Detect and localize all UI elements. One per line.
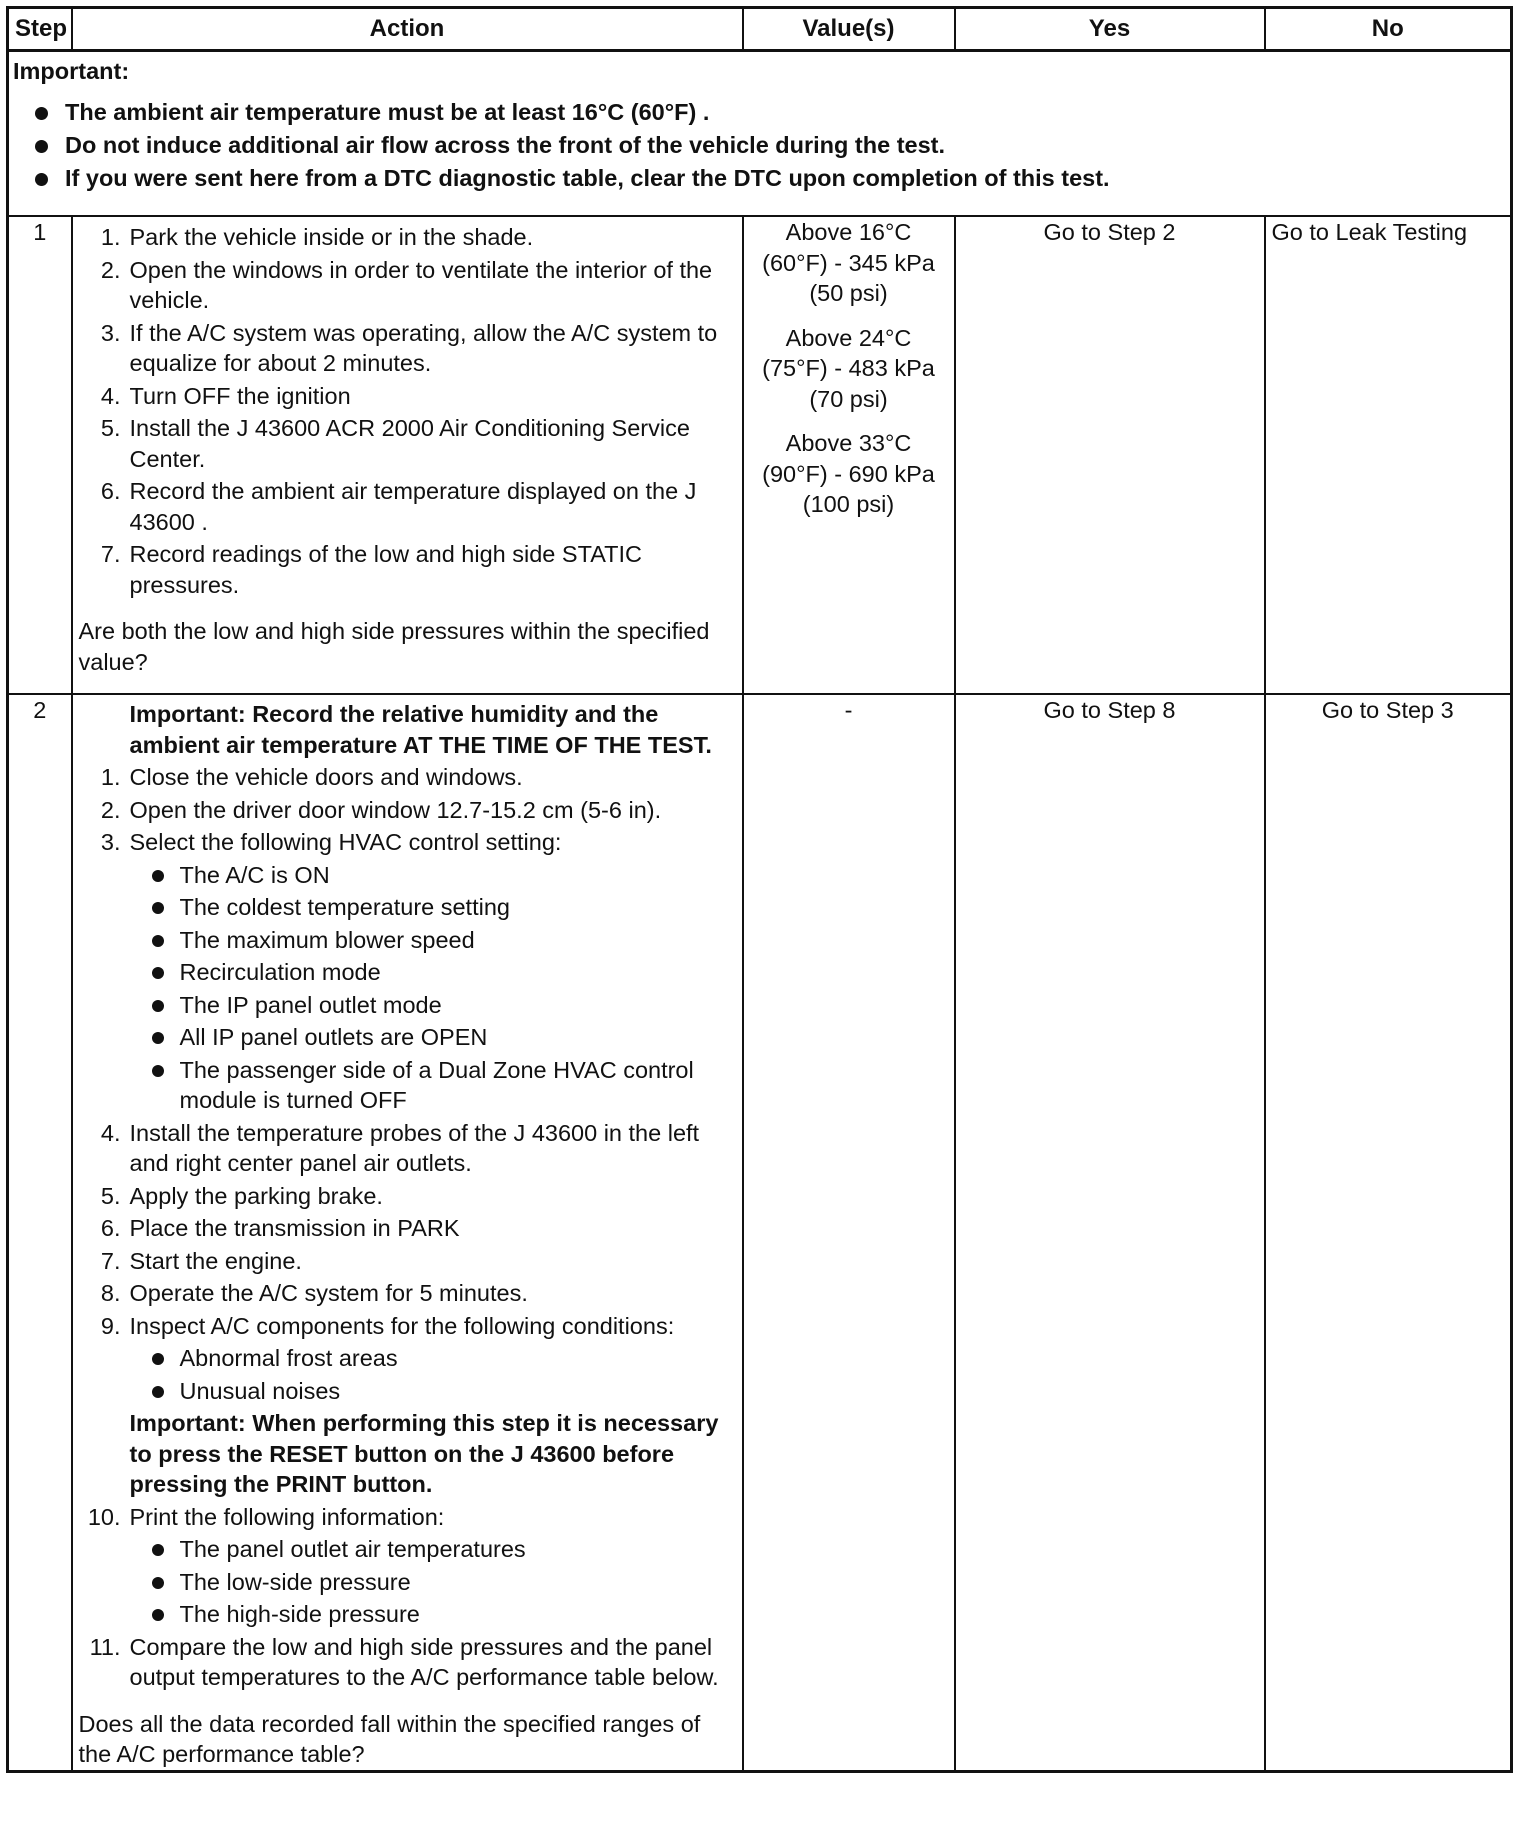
step-2-list bbox=[79, 762, 736, 1406]
header-step: Step bbox=[8, 8, 72, 51]
list-item: 5. Install the J 43600 ACR 2000 Air Conditioning Service Center. bbox=[100, 415, 690, 472]
step-1-list bbox=[79, 222, 736, 600]
list-item: 4. Turn OFF the ignition bbox=[100, 382, 351, 409]
important-cell bbox=[8, 51, 1512, 217]
list-item: 2. Open the driver door window 12.7-15.2 cm (5-6 in). bbox=[100, 796, 662, 823]
list-item: 3. Select the following HVAC control setting: The A/C is ON The coldest temperature setting The maximum blower speed Recirculation mode The IP panel outlet mode All IP panel outlets are OPEN The passenger side of a Dual Zone HVAC control module is turned OFF bbox=[79, 827, 736, 1116]
step-2-question: Does all the data recorded fall within the specified ranges of the A/C performance table? bbox=[78, 1710, 701, 1767]
important-note: If you were sent here from a DTC diagnostic table, clear the DTC upon completion of this test. bbox=[13, 163, 1504, 196]
header-values: Value(s) bbox=[743, 8, 955, 51]
step-2-list-continued bbox=[79, 1502, 736, 1693]
list-item: Recirculation mode bbox=[130, 957, 736, 988]
list-item: 9. Inspect A/C components for the following conditions: Abnormal frost areas Unusual noises bbox=[79, 1311, 736, 1407]
important-title: Important: bbox=[13, 58, 130, 84]
conditions-list bbox=[130, 1343, 736, 1406]
list-item: Unusual noises bbox=[130, 1376, 736, 1407]
list-item: 4. Install the temperature probes of the J 43600 in the left and right center panel air outlets. bbox=[100, 1119, 700, 1176]
step-number: 1 bbox=[8, 216, 72, 694]
list-item: 7. Start the engine. bbox=[100, 1247, 302, 1274]
header-row bbox=[8, 8, 1512, 51]
value-block: Above 33°C (90°F) - 690 kPa (100 psi) bbox=[762, 430, 935, 517]
step-2-important-reset: Important: When performing this step it is necessary to press the RESET button on the J 43600 before pressing the PRINT button. bbox=[129, 1410, 719, 1497]
list-item: The IP panel outlet mode bbox=[130, 990, 736, 1021]
step-1-values bbox=[743, 216, 955, 694]
important-note: Do not induce additional air flow across the front of the vehicle during the test. bbox=[13, 130, 1504, 163]
step-2-important: Important: Record the relative humidity and the ambient air temperature AT THE TIME OF THE TEST. bbox=[129, 701, 712, 758]
step-number: 2 bbox=[8, 694, 72, 1771]
hvac-settings-list bbox=[130, 860, 736, 1116]
list-item: 10. Print the following information: The panel outlet air temperatures The low-side pressure The high-side pressure bbox=[79, 1502, 736, 1630]
step-2-action bbox=[72, 694, 743, 1771]
diagnostic-table bbox=[6, 6, 1513, 1773]
step-2-no: Go to Step 3 bbox=[1265, 694, 1512, 1771]
value-block: Above 16°C (60°F) - 345 kPa (50 psi) bbox=[762, 219, 935, 306]
list-item: The panel outlet air temperatures bbox=[130, 1534, 736, 1565]
important-row bbox=[8, 51, 1512, 217]
list-item: 1. Park the vehicle inside or in the shade. bbox=[100, 224, 534, 250]
list-item: The low-side pressure bbox=[130, 1567, 736, 1598]
step-2-values: - bbox=[743, 694, 955, 1771]
list-item: The A/C is ON bbox=[130, 860, 736, 891]
header-no: No bbox=[1265, 8, 1512, 51]
list-item: 6. Place the transmission in PARK bbox=[100, 1215, 460, 1241]
list-item: Abnormal frost areas bbox=[130, 1343, 736, 1374]
list-item: 3. If the A/C system was operating, allow the A/C system to equalize for about 2 minutes. bbox=[100, 319, 718, 376]
list-item: 2. Open the windows in order to ventilate the interior of the vehicle. bbox=[100, 256, 713, 313]
step-2-yes: Go to Step 8 bbox=[955, 694, 1265, 1771]
step-1-action bbox=[72, 216, 743, 694]
list-item: 11. Compare the low and high side pressures and the panel output temperatures to the A/C performance table below. bbox=[89, 1633, 719, 1690]
header-yes: Yes bbox=[955, 8, 1265, 51]
value-block: Above 24°C (75°F) - 483 kPa (70 psi) bbox=[762, 324, 935, 412]
step-1-yes: Go to Step 2 bbox=[955, 216, 1265, 694]
list-item: The maximum blower speed bbox=[130, 925, 736, 956]
step-1-question: Are both the low and high side pressures within the specified value? bbox=[78, 618, 710, 675]
list-item: The high-side pressure bbox=[130, 1599, 736, 1630]
header-action: Action bbox=[72, 8, 743, 51]
print-info-list bbox=[130, 1534, 736, 1630]
list-item: 7. Record readings of the low and high side STATIC pressures. bbox=[100, 541, 642, 598]
list-item: 8. Operate the A/C system for 5 minutes. bbox=[100, 1280, 528, 1306]
list-item: 1. Close the vehicle doors and windows. bbox=[100, 764, 523, 790]
list-item: The passenger side of a Dual Zone HVAC control module is turned OFF bbox=[130, 1055, 736, 1116]
important-notes bbox=[13, 97, 1504, 196]
list-item: The coldest temperature setting bbox=[130, 892, 736, 923]
step-2-row bbox=[8, 694, 1512, 1771]
list-item: 5. Apply the parking brake. bbox=[100, 1182, 383, 1209]
step-1-row bbox=[8, 216, 1512, 694]
important-note: The ambient air temperature must be at least 16°C (60°F) . bbox=[13, 97, 1504, 130]
list-item: 6. Record the ambient air temperature displayed on the J 43600 . bbox=[100, 478, 697, 535]
list-item: All IP panel outlets are OPEN bbox=[130, 1022, 736, 1053]
step-1-no: Go to Leak Testing bbox=[1265, 216, 1512, 694]
